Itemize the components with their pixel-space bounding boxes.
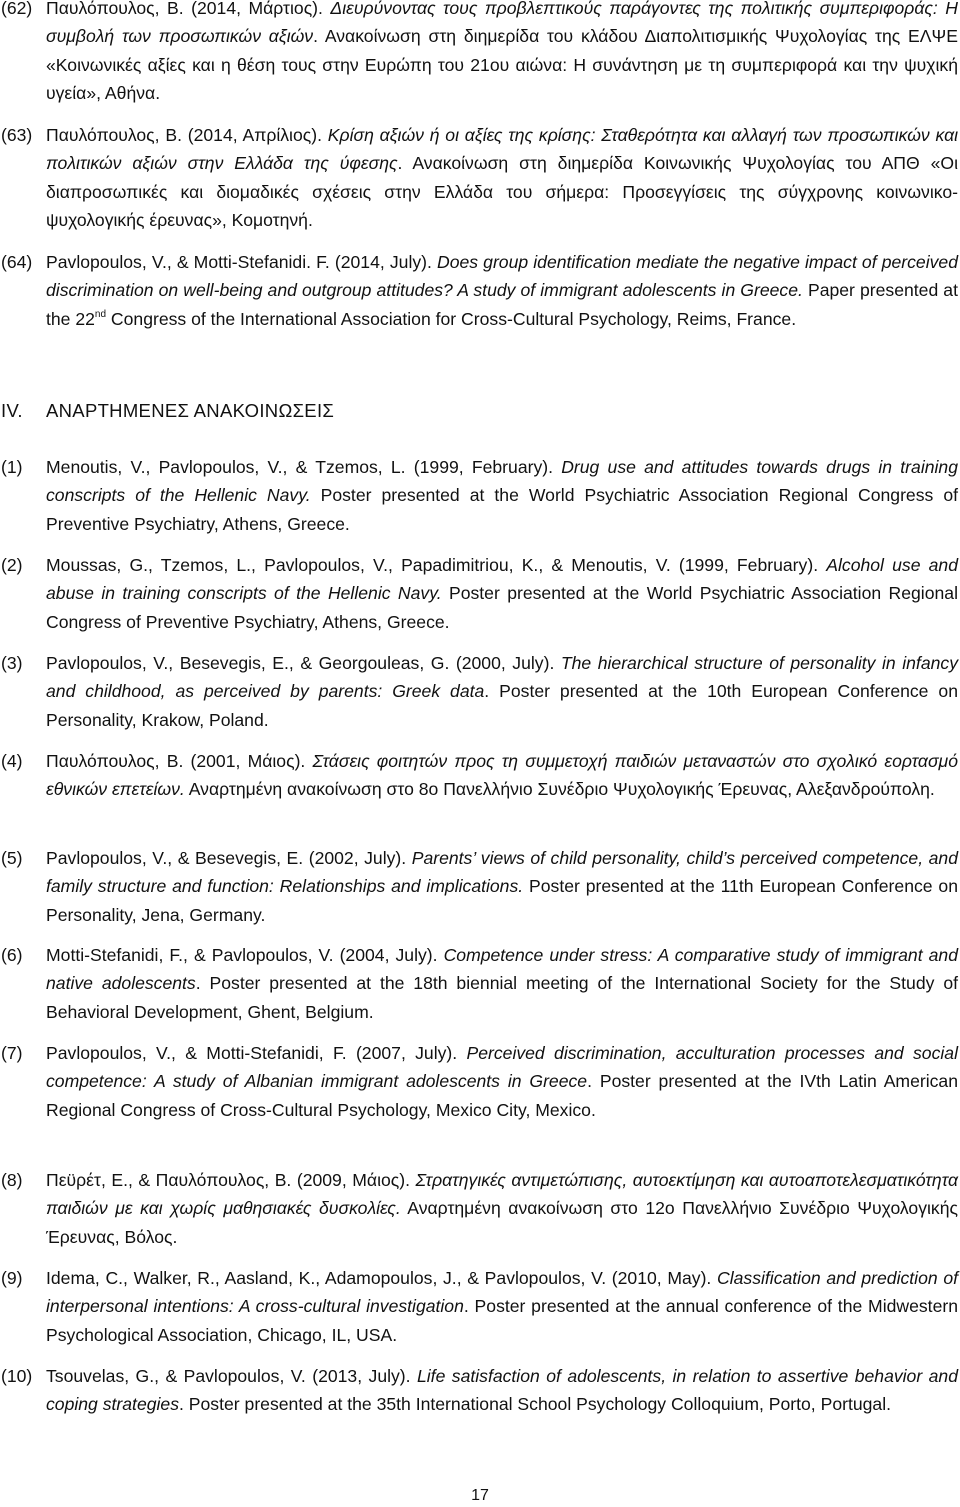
reference-number: (2) — [1, 555, 23, 575]
page-number: 17 — [471, 1487, 489, 1504]
reference-title: Life satisfaction of adolescents, in relation to assertive behavior and coping strategies — [46, 1366, 958, 1415]
reference-number: (9) — [1, 1268, 23, 1288]
reference-authors: Pavlopoulos, V., & Motti-Stefanidi, F. (2007, July). — [46, 1043, 467, 1063]
poster-5 — [0, 844, 958, 929]
poster-8 — [0, 1166, 958, 1251]
reference-title: Στάσεις φοιτητών προς τη συμμετοχή παιδιών μεταναστών στο σχολικό εορτασμό εθνικών επετείων. — [46, 751, 958, 800]
reference-venue: . Poster presented at the IVth Latin American Regional Congress of Cross-Cultural Psychology, Mexico City, Mexico. — [46, 1071, 958, 1120]
reference-62 — [0, 0, 958, 108]
reference-title: The hierarchical structure of personality in infancy and childhood, as perceived by parents: Greek data — [46, 653, 958, 702]
reference-authors: Idema, C., Walker, R., Aasland, K., Adamopoulos, J., & Pavlopoulos, V. (2010, May). — [46, 1268, 718, 1288]
reference-title: Διευρύνοντας τους προβλεπτικούς παράγοντες της πολιτικής συμπεριφοράς: Η συμβολή των προσωπικών αξιών — [46, 0, 958, 47]
reference-venue: Paper presented at the 22 — [46, 280, 958, 329]
reference-venue: Poster presented at the World Psychiatric Association Regional Congress of Preventive Psychiatry, Athens, Greece. — [46, 485, 958, 534]
reference-number: (64) — [1, 252, 33, 272]
reference-number: (7) — [1, 1043, 23, 1063]
reference-venue: . Ανακοίνωση στη διημερίδα Κοινωνικής Ψυχολογίας του ΑΠΘ «Οι διαπροσωπικές και διομαδικές σχέσεις στην Ελλάδα του σήμερα: Προσεγγίσεις της σύγχρονης κοινωνικο-ψυχολογικής έρευνας», Κομοτηνή. — [46, 153, 958, 231]
poster-4 — [0, 747, 958, 804]
section-number: IV. — [1, 400, 23, 421]
reference-authors: Tsouvelas, G., & Pavlopoulos, V. (2013, July). — [46, 1366, 417, 1386]
reference-venue: . Poster presented at the 10th European Conference on Personality, Krakow, Poland. — [46, 681, 958, 730]
reference-title: Competence under stress: A comparative study of immigrant and native adolescents — [46, 945, 958, 994]
reference-title: Drug use and attitudes towards drugs in training conscripts of the Hellenic Navy. — [46, 457, 958, 506]
reference-number: (10) — [1, 1366, 33, 1386]
reference-title: Classification and prediction of interpersonal intentions: A cross-cultural investigation — [46, 1268, 959, 1317]
reference-number: (6) — [1, 945, 23, 965]
reference-venue: Αναρτημένη ανακοίνωση στο 8ο Πανελλήνιο Συνέδριο Ψυχολογικής Έρευνας, Αλεξανδρούπολη. — [184, 779, 935, 800]
poster-9 — [0, 1264, 958, 1349]
reference-authors: Παυλόπουλος, Β. (2001, Μάιος). — [46, 751, 313, 771]
reference-authors: Pavlopoulos, V., & Motti-Stefanidi. F. (2014, July). — [46, 252, 437, 272]
reference-venue: Poster presented at the World Psychiatric Association Regional Congress of Preventive Psychiatry, Athens, Greece. — [46, 583, 958, 632]
reference-venue: Αναρτημένη ανακοίνωση στο 12ο Πανελλήνιο Συνέδριο Ψυχολογικής Έρευνας, Βόλος. — [46, 1198, 958, 1247]
reference-number: (3) — [1, 653, 23, 673]
reference-title: Does group identification mediate the negative impact of perceived discrimination on well-being and outgroup attitudes? A study of immigrant adolescents in Greece. — [46, 252, 958, 301]
poster-1 — [0, 453, 958, 538]
reference-title: Perceived discrimination, acculturation processes and social competence: A study of Albanian immigrant adolescents in Greece — [46, 1043, 958, 1092]
reference-title: Alcohol use and abuse in training conscripts of the Hellenic Navy. — [46, 555, 959, 604]
reference-venue: Poster presented at the 11th European Conference on Personality, Jena, Germany. — [46, 876, 958, 925]
poster-6 — [0, 941, 958, 1026]
poster-3 — [0, 649, 958, 734]
reference-authors: Παυλόπουλος, Β. (2014, Μάρτιος). — [46, 0, 331, 18]
reference-number: (4) — [1, 751, 23, 771]
reference-number: (1) — [1, 457, 23, 477]
poster-10 — [0, 1362, 958, 1419]
reference-title: Στρατηγικές αντιμετώπισης, αυτοεκτίμηση και αυτοαποτελεσματικότητα παιδιών με και χωρίς μαθησιακές δυσκολίες. — [46, 1170, 958, 1219]
reference-64 — [0, 248, 958, 333]
reference-venue-cont: Congress of the International Association for Cross-Cultural Psychology, Reims, France. — [106, 308, 797, 329]
ordinal-suffix: nd — [94, 308, 107, 320]
reference-number: (62) — [1, 0, 33, 18]
reference-authors: Παυλόπουλος, Β. (2014, Απρίλιος). — [46, 125, 328, 145]
reference-authors: Πεϋρέτ, Ε., & Παυλόπουλος, Β. (2009, Μάιος). — [46, 1170, 416, 1190]
reference-number: (8) — [1, 1170, 23, 1190]
reference-venue: . Poster presented at the 35th International School Psychology Colloquium, Porto, Portugal. — [179, 1394, 892, 1415]
reference-63 — [0, 121, 958, 235]
reference-authors: Pavlopoulos, V., Besevegis, E., & Georgouleas, G. (2000, July). — [46, 653, 561, 673]
reference-venue: . Poster presented at the 18th biennial meeting of the International Society for the Study of Behavioral Development, Ghent, Belgium. — [46, 973, 958, 1022]
reference-title: Parents’ views of child personality, child’s perceived competence, and family structure and function: Relationships and implications. — [46, 848, 958, 897]
poster-7 — [0, 1039, 958, 1124]
section-heading — [1, 400, 334, 422]
reference-authors: Moussas, G., Tzemos, L., Pavlopoulos, V., Papadimitriou, K., & Menoutis, V. (1999, February). — [46, 555, 827, 575]
reference-title: Κρίση αξιών ή οι αξίες της κρίσης: Σταθερότητα και αλλαγή των προσωπικών και πολιτικών αξιών στην Ελλάδα της ύφεσης — [46, 125, 959, 174]
reference-authors: Motti-Stefanidi, F., & Pavlopoulos, V. (2004, July). — [46, 945, 444, 965]
reference-number: (5) — [1, 848, 23, 868]
reference-authors: Menoutis, V., Pavlopoulos, V., & Tzemos, L. (1999, February). — [46, 457, 562, 477]
reference-authors: Pavlopoulos, V., & Besevegis, E. (2002, July). — [46, 848, 412, 868]
reference-venue: . Ανακοίνωση στη διημερίδα του κλάδου Διαπολιτισμικής Ψυχολογίας της ΕΛΨΕ «Κοινωνικές αξίες και η θέση τους στην Ευρώπη του 21ου αιώνα: Η συνάντηση με τη συμπεριφορά και την ψυχική υγεία», Αθήνα. — [46, 26, 958, 104]
reference-venue: . Poster presented at the annual conference of the Midwestern Psychological Association, Chicago, IL, USA. — [46, 1296, 958, 1345]
poster-2 — [0, 551, 958, 636]
section-title: ΑΝΑΡΤΗΜΕΝΕΣ ΑΝΑΚΟΙΝΩΣΕΙΣ — [46, 400, 335, 421]
reference-number: (63) — [1, 125, 33, 145]
